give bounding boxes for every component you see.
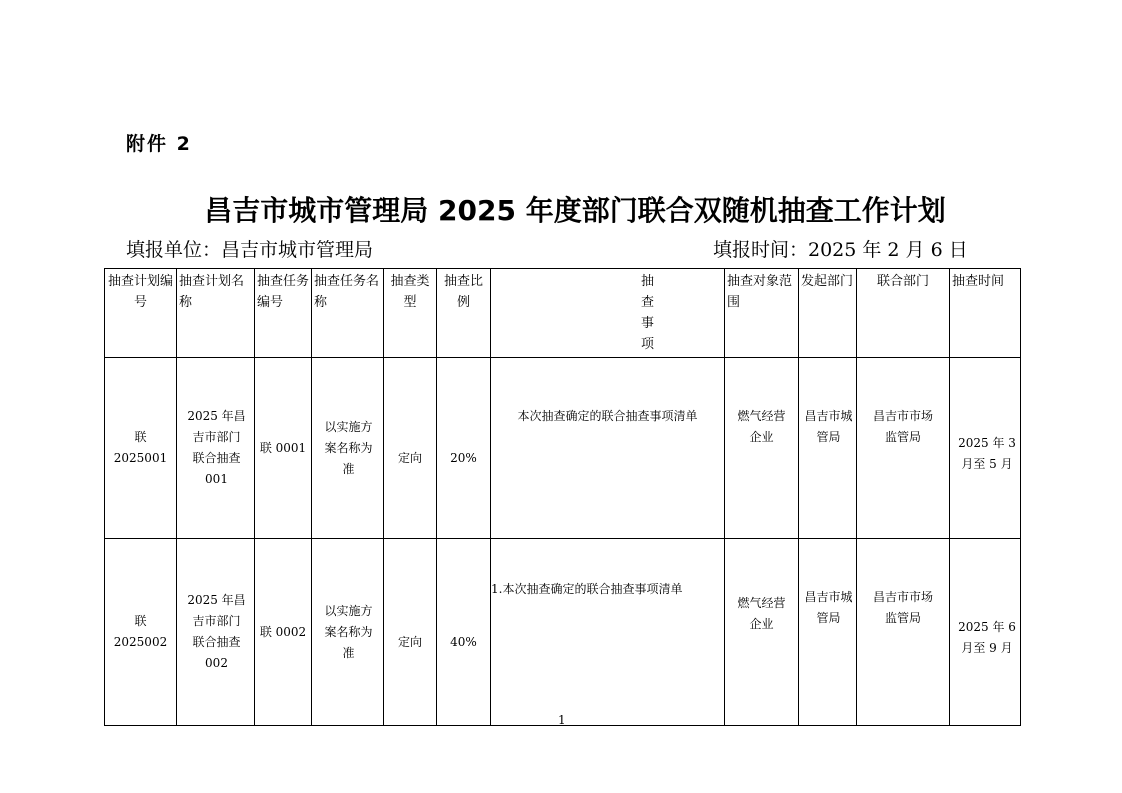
document-title: 昌吉市城市管理局 2025 年度部门联合双随机抽查工作计划 [204, 194, 946, 227]
cell-scope: 燃气经营企业 [725, 358, 799, 539]
cell-plan-name: 2025 年昌吉市部门联合抽查 002 [177, 539, 255, 726]
header-plan-no: 抽查计划编号 [105, 269, 177, 358]
cell-ratio: 20% [437, 358, 491, 539]
header-joint: 联合部门 [857, 269, 950, 358]
cell-plan-no: 联 2025002 [105, 539, 177, 726]
cell-items: 本次抽查确定的联合抽查事项清单 [491, 358, 725, 539]
header-task-no: 抽查任务编号 [255, 269, 312, 358]
inspection-plan-table [104, 268, 1021, 726]
fill-unit: 填报单位：昌吉市城市管理局 [126, 239, 374, 261]
cell-initiator: 昌吉市城管局 [799, 358, 857, 539]
cell-ratio: 40% [437, 539, 491, 726]
table-header-row [105, 269, 1021, 358]
cell-time: 2025 年 6 月至 9 月 [950, 539, 1021, 726]
table-row [105, 358, 1021, 539]
cell-joint: 昌吉市市场监管局 [857, 539, 950, 726]
header-plan-name: 抽查计划名称 [177, 269, 255, 358]
header-time: 抽查时间 [950, 269, 1021, 358]
cell-type: 定向 [384, 539, 437, 726]
cell-initiator: 昌吉市城管局 [799, 539, 857, 726]
cell-plan-name: 2025 年昌吉市部门联合抽查 001 [177, 358, 255, 539]
cell-items: 1.本次抽查确定的联合抽查事项清单 [491, 539, 725, 726]
cell-time: 2025 年 3 月至 5 月 [950, 358, 1021, 539]
header-scope: 抽查对象范围 [725, 269, 799, 358]
fill-time: 填报时间：2025 年 2 月 6 日 [713, 239, 968, 261]
header-type: 抽查类型 [384, 269, 437, 358]
header-initiator: 发起部门 [799, 269, 857, 358]
cell-joint: 昌吉市市场监管局 [857, 358, 950, 539]
cell-task-name: 以实施方案名称为准 [312, 539, 384, 726]
cell-plan-no: 联 2025001 [105, 358, 177, 539]
header-ratio: 抽查比例 [437, 269, 491, 358]
cell-task-no: 联 0002 [255, 539, 312, 726]
cell-task-no: 联 0001 [255, 358, 312, 539]
header-task-name: 抽查任务名称 [312, 269, 384, 358]
cell-type: 定向 [384, 358, 437, 539]
attachment-label: 附件 2 [126, 133, 192, 155]
cell-task-name: 以实施方案名称为准 [312, 358, 384, 539]
header-items: 抽查事项 [491, 269, 725, 358]
table-row [105, 539, 1021, 726]
cell-scope: 燃气经营企业 [725, 539, 799, 726]
page-number: 1 [558, 713, 566, 727]
